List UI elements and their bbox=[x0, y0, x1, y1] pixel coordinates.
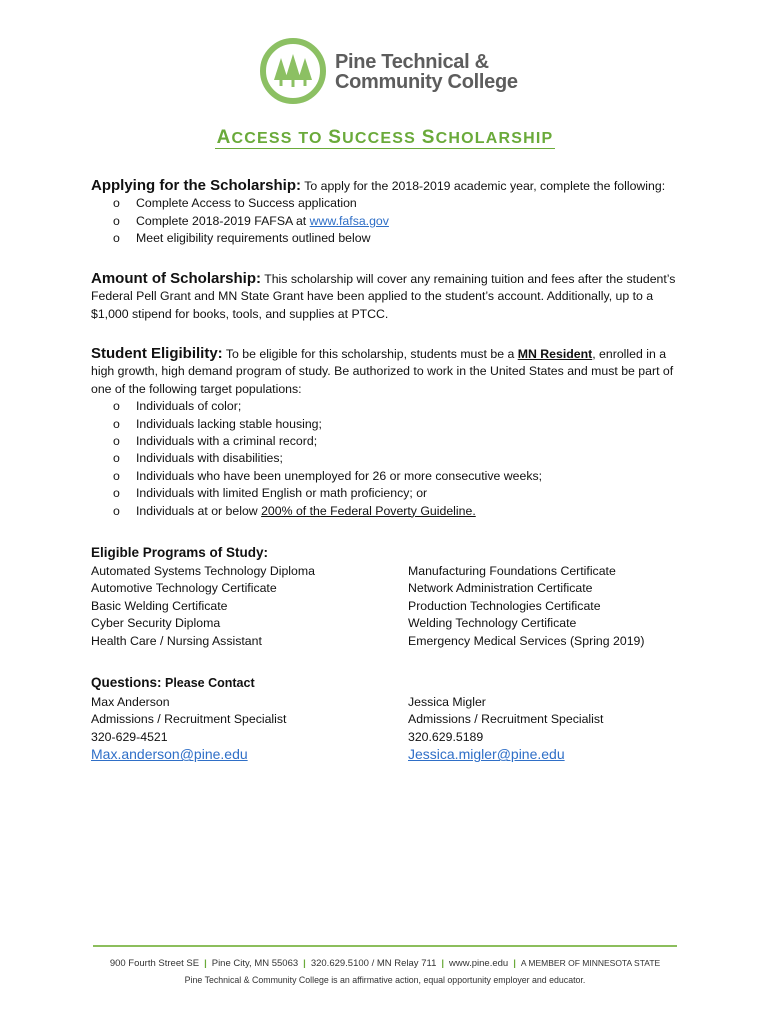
eligibility-list bbox=[91, 398, 681, 520]
programs-heading: Eligible Programs of Study: bbox=[91, 545, 269, 560]
list-item: o Complete 2018-2019 FAFSA at www.fafsa.gov bbox=[91, 213, 681, 230]
applying-intro: To apply for the 2018-2019 academic year, complete the following: bbox=[301, 179, 666, 193]
contact-title: Admissions / Recruitment Specialist bbox=[408, 712, 604, 727]
list-item: o Complete Access to Success application bbox=[91, 195, 681, 212]
bullet-icon: o bbox=[113, 399, 120, 414]
list-item: Health Care / Nursing Assistant bbox=[91, 633, 262, 648]
questions-heading: Questions: bbox=[91, 675, 162, 690]
contact-card bbox=[408, 694, 708, 764]
tree-logo-icon bbox=[258, 36, 328, 106]
applying-list bbox=[91, 195, 681, 247]
applying-section bbox=[91, 177, 681, 248]
footer-divider bbox=[93, 945, 677, 947]
footer-address: 900 Fourth Street SE bbox=[109, 958, 200, 969]
footer-phone: 320.629.5100 / MN Relay 711 bbox=[310, 958, 437, 969]
eligibility-section: Student Eligibility: To be eligible for this scholarship, students must be a MN Resident, enrolled in a high growth, high demand program of study. Be authorized to work in the United States and must be part of one of the following target populations: o Individuals of color; o Individuals lacking stable housing; o Individuals with a criminal record; o Individuals with disabilities; o Individuals who have been unemployed for 26 or more consecutive weeks; o Individuals with limited English or math proficiency; or o Individuals at or below 200% of the Federal Poverty Guideline. bbox=[91, 345, 681, 520]
contact-card bbox=[91, 694, 391, 764]
list-item: Cyber Security Diploma bbox=[91, 616, 221, 631]
questions-heading-block: Questions: Please Contact bbox=[91, 675, 255, 690]
bullet-icon: o bbox=[113, 451, 120, 466]
contact-name: Max Anderson bbox=[91, 695, 170, 709]
contact-title: Admissions / Recruitment Specialist bbox=[91, 712, 287, 727]
list-item: o Individuals with a criminal record; bbox=[91, 433, 681, 450]
page-title bbox=[0, 127, 770, 149]
bullet-icon: o bbox=[113, 503, 120, 518]
programs-heading-block bbox=[91, 544, 681, 562]
list-item: Welding Technology Certificate bbox=[408, 616, 577, 631]
eligibility-heading: Student Eligibility: bbox=[91, 345, 223, 362]
amount-section bbox=[91, 270, 681, 323]
list-item: o Individuals with limited English or math proficiency; or bbox=[91, 485, 681, 502]
footer-statement: Pine Technical & Community College is an affirmative action, equal opportunity employer and educator. bbox=[184, 975, 586, 985]
fafsa-link[interactable]: www.fafsa.gov bbox=[309, 213, 389, 228]
list-item: Manufacturing Foundations Certificate bbox=[408, 564, 616, 578]
list-item: Automated Systems Technology Diploma bbox=[91, 564, 315, 578]
college-name bbox=[335, 52, 518, 92]
bullet-icon: o bbox=[113, 434, 120, 449]
list-item: Production Technologies Certificate bbox=[408, 598, 601, 613]
list-item: Emergency Medical Services (Spring 2019) bbox=[408, 633, 645, 648]
list-item: o Individuals with disabilities; bbox=[91, 450, 681, 467]
programs-list bbox=[91, 563, 691, 653]
contact-name: Jessica Migler bbox=[408, 695, 486, 709]
contact-email-link[interactable]: Max.anderson@pine.edu bbox=[91, 746, 248, 763]
footer-member: A MEMBER OF MINNESOTA STATE bbox=[520, 958, 661, 968]
bullet-icon: o bbox=[113, 416, 120, 431]
bullet-icon: o bbox=[113, 213, 120, 228]
list-item: Basic Welding Certificate bbox=[91, 598, 228, 613]
amount-heading: Amount of Scholarship: bbox=[91, 270, 261, 287]
college-name-line1: Pine Technical & bbox=[335, 51, 489, 73]
mn-resident-text: MN Resident bbox=[517, 347, 593, 361]
college-name-line2: Community College bbox=[335, 71, 518, 93]
contact-email-link[interactable]: Jessica.migler@pine.edu bbox=[408, 746, 565, 763]
bullet-icon: o bbox=[113, 196, 120, 211]
footer-contact-line: 900 Fourth Street SE | Pine City, MN 55063 | 320.629.5100 / MN Relay 711 | www.pine.edu | A MEMBER OF MINNESOTA STATE bbox=[109, 958, 661, 969]
bullet-icon: o bbox=[113, 486, 120, 501]
list-item: o Individuals who have been unemployed for 26 or more consecutive weeks; bbox=[91, 468, 681, 485]
poverty-guideline-link[interactable]: 200% of the Federal Poverty Guideline. bbox=[261, 503, 476, 518]
page-title-text: ACCESS TO SUCCESS SCHOLARSHIP bbox=[216, 127, 554, 148]
contact-phone: 320-629-4521 bbox=[91, 729, 168, 744]
footer-website-link[interactable]: www.pine.edu bbox=[449, 958, 509, 969]
applying-heading: Applying for the Scholarship: bbox=[91, 177, 302, 194]
footer-city: Pine City, MN 55063 bbox=[211, 958, 299, 969]
list-item: o Individuals at or below 200% of the Federal Poverty Guideline. bbox=[91, 503, 681, 520]
amount-text: This scholarship will cover any remaining tuition and fees after the student’s Federal Pell Grant and MN State Grant have been applied to the student’s account. Additionally, up to a $1,000 stipend for books, tools, and supplies at PTCC. bbox=[91, 272, 676, 321]
bullet-icon: o bbox=[113, 468, 120, 483]
list-item: o Meet eligibility requirements outlined below bbox=[91, 230, 681, 247]
bullet-icon: o bbox=[113, 231, 120, 246]
programs-column-1 bbox=[91, 563, 391, 650]
list-item: o Individuals lacking stable housing; bbox=[91, 416, 681, 433]
college-logo bbox=[258, 36, 558, 106]
list-item: Network Administration Certificate bbox=[408, 581, 593, 596]
list-item: o Individuals of color; bbox=[91, 398, 681, 415]
programs-column-2 bbox=[408, 563, 708, 650]
list-item: Automotive Technology Certificate bbox=[91, 581, 277, 596]
contact-phone: 320.629.5189 bbox=[408, 729, 484, 744]
contacts bbox=[91, 694, 691, 774]
